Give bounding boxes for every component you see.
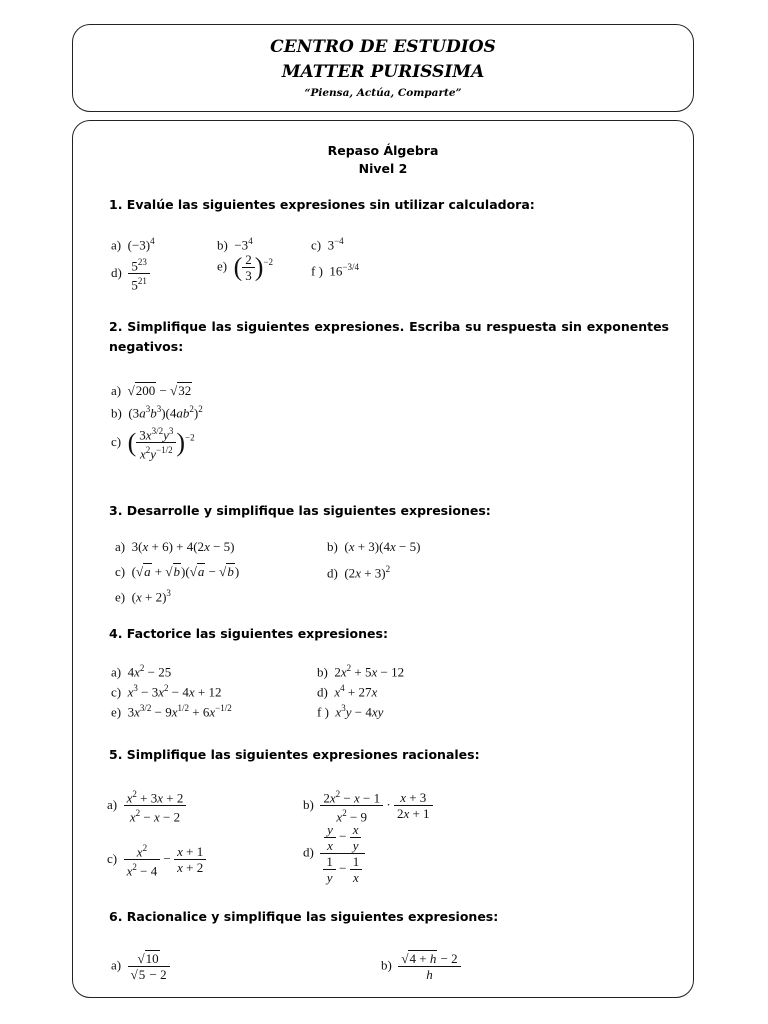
question-6-heading: 6. Racionalice y simplifique las siguientes expresiones: <box>109 909 499 924</box>
q4-item-c: c) $x^3 - 3x^2 - 4x + 12$ <box>111 683 222 700</box>
q6-label-a: a) <box>111 957 122 973</box>
q1-item-b: $b) -3^4$ <box>217 236 253 253</box>
q3-label-e: e) <box>115 589 126 605</box>
worksheet-box <box>72 120 694 998</box>
q4-item-b: b) $2x^2 + 5x - 12$ <box>317 663 405 680</box>
q2-label-a: a) <box>111 383 122 398</box>
q5-label-a: a) <box>107 796 118 812</box>
q4-item-e: e) $3x^{3/2} - 9x^{1/2} + 6x^{-1/2}$ <box>111 703 232 720</box>
q1-label-e: e) <box>217 258 228 274</box>
worksheet-level: Nivel 2 <box>358 161 408 176</box>
q4-label-d: d) <box>317 684 328 700</box>
question-4-heading: 4. Factorice las siguientes expresiones: <box>109 626 388 641</box>
q3-item-a: a) 3(x + 6) + 4(2x − 5) <box>115 539 235 554</box>
q6-item-a: a) $\frac{√10}{√5 - 2}$ <box>111 951 170 982</box>
q2-item-b: b) $(3a^3b^3)(4ab^2)^2$ <box>111 404 203 421</box>
q3-label-b: b) <box>327 539 338 554</box>
q1-label-f: f ) <box>311 263 323 279</box>
school-name-line1: CENTRO DE ESTUDIOS <box>270 37 496 57</box>
q5-label-c: c) <box>107 850 118 866</box>
q4-label-f: f ) <box>317 704 329 720</box>
school-motto: “Piensa, Actúa, Comparte” <box>304 87 462 99</box>
q4-item-f: f ) $x^3y - 4xy$ <box>317 703 384 720</box>
q3-label-c: c) <box>115 564 126 579</box>
q2-label-b: b) <box>111 405 122 421</box>
q5-item-a: a) $\frac{x^2 + 3x + 2}{x^2 - x - 2}$ <box>107 787 186 825</box>
q2-label-c: c) <box>111 433 122 449</box>
q5-item-d: d) $\frac{y}{x}$ − $\frac{x}{y}$ $\frac{1}{y}$ − $\frac{1}{x}$ <box>303 822 365 885</box>
q2-item-a: a) √200 − √32 <box>111 383 192 398</box>
q6-label-b: b) <box>381 957 392 973</box>
q4-label-a: a) <box>111 664 122 680</box>
question-2-heading: 2. Simplifique las siguientes expresiones. Escriba su respuesta sin exponentes negativos: <box>109 319 669 354</box>
q5-label-b: b) <box>303 796 314 812</box>
q5-item-c: c) $\frac{x^2}{x^2 - 4}$ − $\frac{x + 1}{x + 2}$ <box>107 841 206 879</box>
q4-item-a: a) $4x^2 - 25$ <box>111 663 172 680</box>
q1-label-b: b) <box>217 237 228 253</box>
q6-item-b: b) $\frac{√4 + h - 2}{h}$ <box>381 951 461 982</box>
q1-item-e: e) ( $\frac{2}{3}$ )$^{-2}$ <box>217 252 274 283</box>
q1-label-c: c) <box>311 237 322 253</box>
question-5-heading: 5. Simplifique las siguientes expresiones racionales: <box>109 747 480 762</box>
q4-label-c: c) <box>111 684 122 700</box>
q5-label-d: d) <box>303 844 314 860</box>
q3-item-e: e) $(x + 2)^3$ <box>115 588 171 605</box>
q2-item-c: c) ( $\frac{3x^{3/2}y^3}{x^2y^{-1/2}}$ )$^{-2}$ <box>111 426 195 462</box>
q1-item-d: d) $\frac{5^{23}}{5^{21}}$ <box>111 255 150 293</box>
q1-label-a: a) <box>111 237 122 253</box>
worksheet-title: Repaso Álgebra <box>327 143 439 158</box>
q4-item-d: d) $x^4 + 27x$ <box>317 683 378 700</box>
q4-label-b: b) <box>317 664 328 680</box>
q4-label-e: e) <box>111 704 122 720</box>
q3-item-c: c) (√a + √b)(√a − √b) <box>115 564 240 579</box>
q3-label-a: a) <box>115 539 126 554</box>
q1-item-a: a) $(-3)^4$ <box>111 236 155 253</box>
q1-item-f: f ) $16^{-3/4}$ <box>311 262 359 279</box>
q3-item-b: b) (x + 3)(4x − 5) <box>327 539 421 554</box>
question-3-heading: 3. Desarrolle y simplifique las siguientes expresiones: <box>109 503 491 518</box>
q3-label-d: d) <box>327 565 338 581</box>
header-box <box>72 24 694 112</box>
q3-item-d: d) $(2x + 3)^2$ <box>327 564 391 581</box>
q1-item-c: c) $3^{-4}$ <box>311 236 344 253</box>
q1-label-d: d) <box>111 264 122 280</box>
school-name-line2: MATTER PURISSIMA <box>281 62 485 82</box>
q5-item-b: b) $\frac{2x^2 - x - 1}{x^2 - 9}$ · $\frac{x + 3}{2x + 1}$ <box>303 787 433 825</box>
question-1-heading: 1. Evalúe las siguientes expresiones sin utilizar calculadora: <box>109 197 535 212</box>
